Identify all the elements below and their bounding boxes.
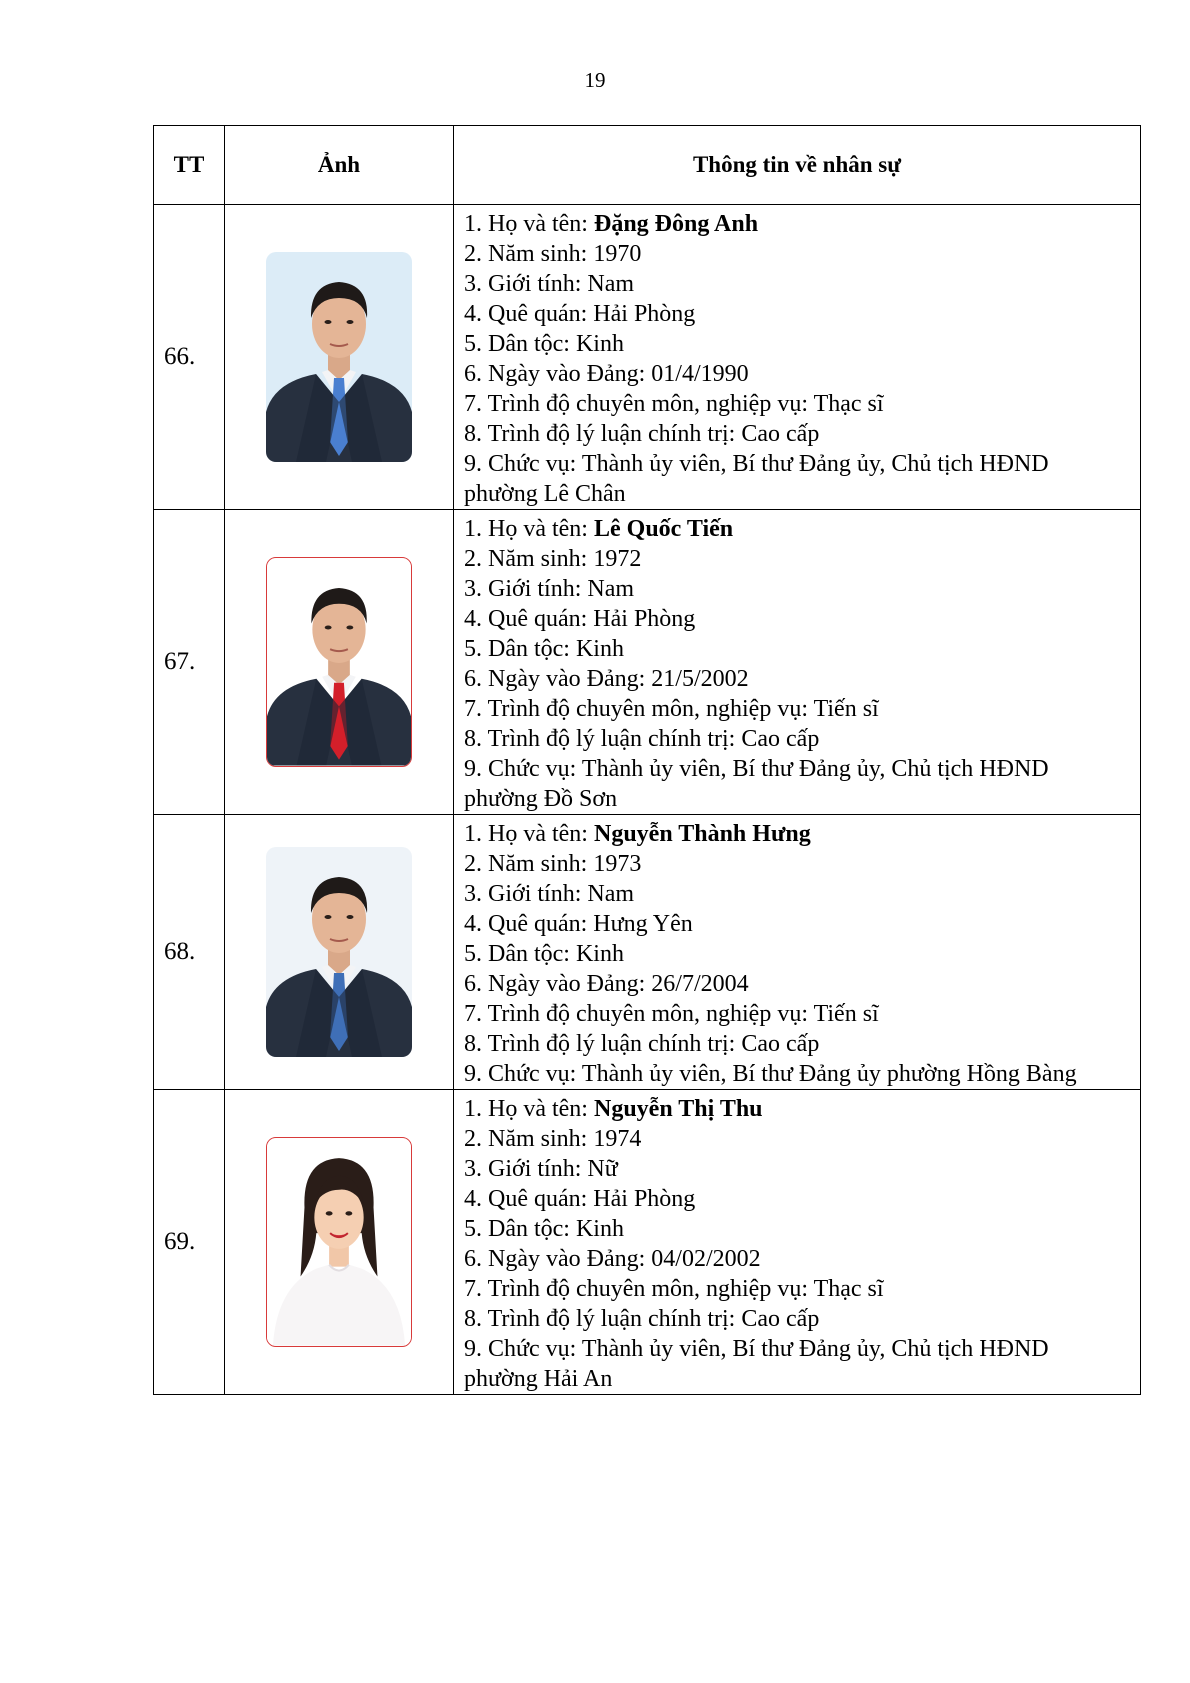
info-line-ethnicity: 5. Dân tộc: Kinh (464, 636, 624, 662)
info-line-position: 9. Chức vụ: Thành ủy viên, Bí thư Đảng ủy, Chủ tịch HĐND (464, 451, 1049, 477)
info-cell (454, 815, 1141, 1090)
row-number: 67. (154, 510, 225, 815)
table-header-row (154, 126, 1141, 205)
portrait-photo (266, 847, 412, 1057)
header-info: Thông tin về nhân sự (454, 126, 1141, 205)
photo-cell (225, 815, 454, 1090)
info-line-party-join-date: 6. Ngày vào Đảng: 26/7/2004 (464, 971, 749, 997)
info-line-name (464, 514, 1130, 544)
name-label: 1. Họ và tên: (464, 821, 594, 847)
info-line-birth-year: 2. Năm sinh: 1974 (464, 1126, 642, 1152)
info-line-hometown: 4. Quê quán: Hải Phòng (464, 606, 696, 632)
info-line-position: 9. Chức vụ: Thành ủy viên, Bí thư Đảng ủy phường Hồng Bàng (464, 1061, 1077, 1087)
table-row (154, 815, 1141, 1090)
info-line-party-join-date: 6. Ngày vào Đảng: 04/02/2002 (464, 1246, 761, 1272)
info-line-hometown: 4. Quê quán: Hải Phòng (464, 1186, 696, 1212)
info-line-hometown: 4. Quê quán: Hải Phòng (464, 301, 696, 327)
info-line-position-continued: phường Lê Chân (464, 481, 626, 507)
info-line-gender: 3. Giới tính: Nam (464, 576, 635, 602)
person-name: Nguyễn Thị Thu (593, 1096, 763, 1122)
person-name: Đặng Đông Anh (593, 211, 759, 237)
info-line-ethnicity: 5. Dân tộc: Kinh (464, 941, 624, 967)
info-cell (454, 205, 1141, 510)
personnel-table (153, 125, 1141, 1395)
info-line-ethnicity: 5. Dân tộc: Kinh (464, 1216, 624, 1242)
info-line-qualification: 7. Trình độ chuyên môn, nghiệp vụ: Tiến sĩ (464, 1001, 879, 1027)
portrait-photo (266, 252, 412, 462)
info-line-name (464, 209, 1130, 239)
photo-cell (225, 1090, 454, 1395)
info-cell (454, 510, 1141, 815)
header-photo: Ảnh (225, 126, 454, 205)
info-line-party-join-date: 6. Ngày vào Đảng: 21/5/2002 (464, 666, 749, 692)
info-line-gender: 3. Giới tính: Nam (464, 271, 635, 297)
info-line-birth-year: 2. Năm sinh: 1972 (464, 546, 642, 572)
info-line-qualification: 7. Trình độ chuyên môn, nghiệp vụ: Tiến sĩ (464, 696, 879, 722)
row-number: 66. (154, 205, 225, 510)
header-tt: TT (154, 126, 225, 205)
photo-cell (225, 205, 454, 510)
name-label: 1. Họ và tên: (464, 211, 594, 237)
info-line-name (464, 819, 1130, 849)
row-number: 68. (154, 815, 225, 1090)
info-cell (454, 1090, 1141, 1395)
info-line-gender: 3. Giới tính: Nam (464, 881, 635, 907)
info-line-position-continued: phường Hải An (464, 1366, 613, 1392)
info-line-political-theory: 8. Trình độ lý luận chính trị: Cao cấp (464, 1031, 820, 1057)
info-line-political-theory: 8. Trình độ lý luận chính trị: Cao cấp (464, 726, 820, 752)
table-row (154, 510, 1141, 815)
person-name: Lê Quốc Tiến (593, 516, 734, 542)
name-label: 1. Họ và tên: (464, 1096, 594, 1122)
info-line-political-theory: 8. Trình độ lý luận chính trị: Cao cấp (464, 421, 820, 447)
info-line-gender: 3. Giới tính: Nữ (464, 1156, 618, 1182)
info-line-political-theory: 8. Trình độ lý luận chính trị: Cao cấp (464, 1306, 820, 1332)
info-line-position: 9. Chức vụ: Thành ủy viên, Bí thư Đảng ủy, Chủ tịch HĐND (464, 1336, 1049, 1362)
name-label: 1. Họ và tên: (464, 516, 594, 542)
photo-cell (225, 510, 454, 815)
row-number: 69. (154, 1090, 225, 1395)
info-line-qualification: 7. Trình độ chuyên môn, nghiệp vụ: Thạc sĩ (464, 1276, 884, 1302)
info-line-position-continued: phường Đồ Sơn (464, 786, 618, 812)
info-line-position: 9. Chức vụ: Thành ủy viên, Bí thư Đảng ủy, Chủ tịch HĐND (464, 756, 1049, 782)
info-line-birth-year: 2. Năm sinh: 1973 (464, 851, 642, 877)
info-line-hometown: 4. Quê quán: Hưng Yên (464, 911, 693, 937)
info-line-name (464, 1094, 1130, 1124)
portrait-photo (266, 557, 412, 767)
portrait-photo (266, 1137, 412, 1347)
table-row (154, 1090, 1141, 1395)
page-number: 19 (584, 68, 606, 92)
info-line-birth-year: 2. Năm sinh: 1970 (464, 241, 642, 267)
table-row (154, 205, 1141, 510)
person-name: Nguyễn Thành Hưng (593, 821, 811, 847)
info-line-ethnicity: 5. Dân tộc: Kinh (464, 331, 624, 357)
info-line-qualification: 7. Trình độ chuyên môn, nghiệp vụ: Thạc sĩ (464, 391, 884, 417)
info-line-party-join-date: 6. Ngày vào Đảng: 01/4/1990 (464, 361, 749, 387)
